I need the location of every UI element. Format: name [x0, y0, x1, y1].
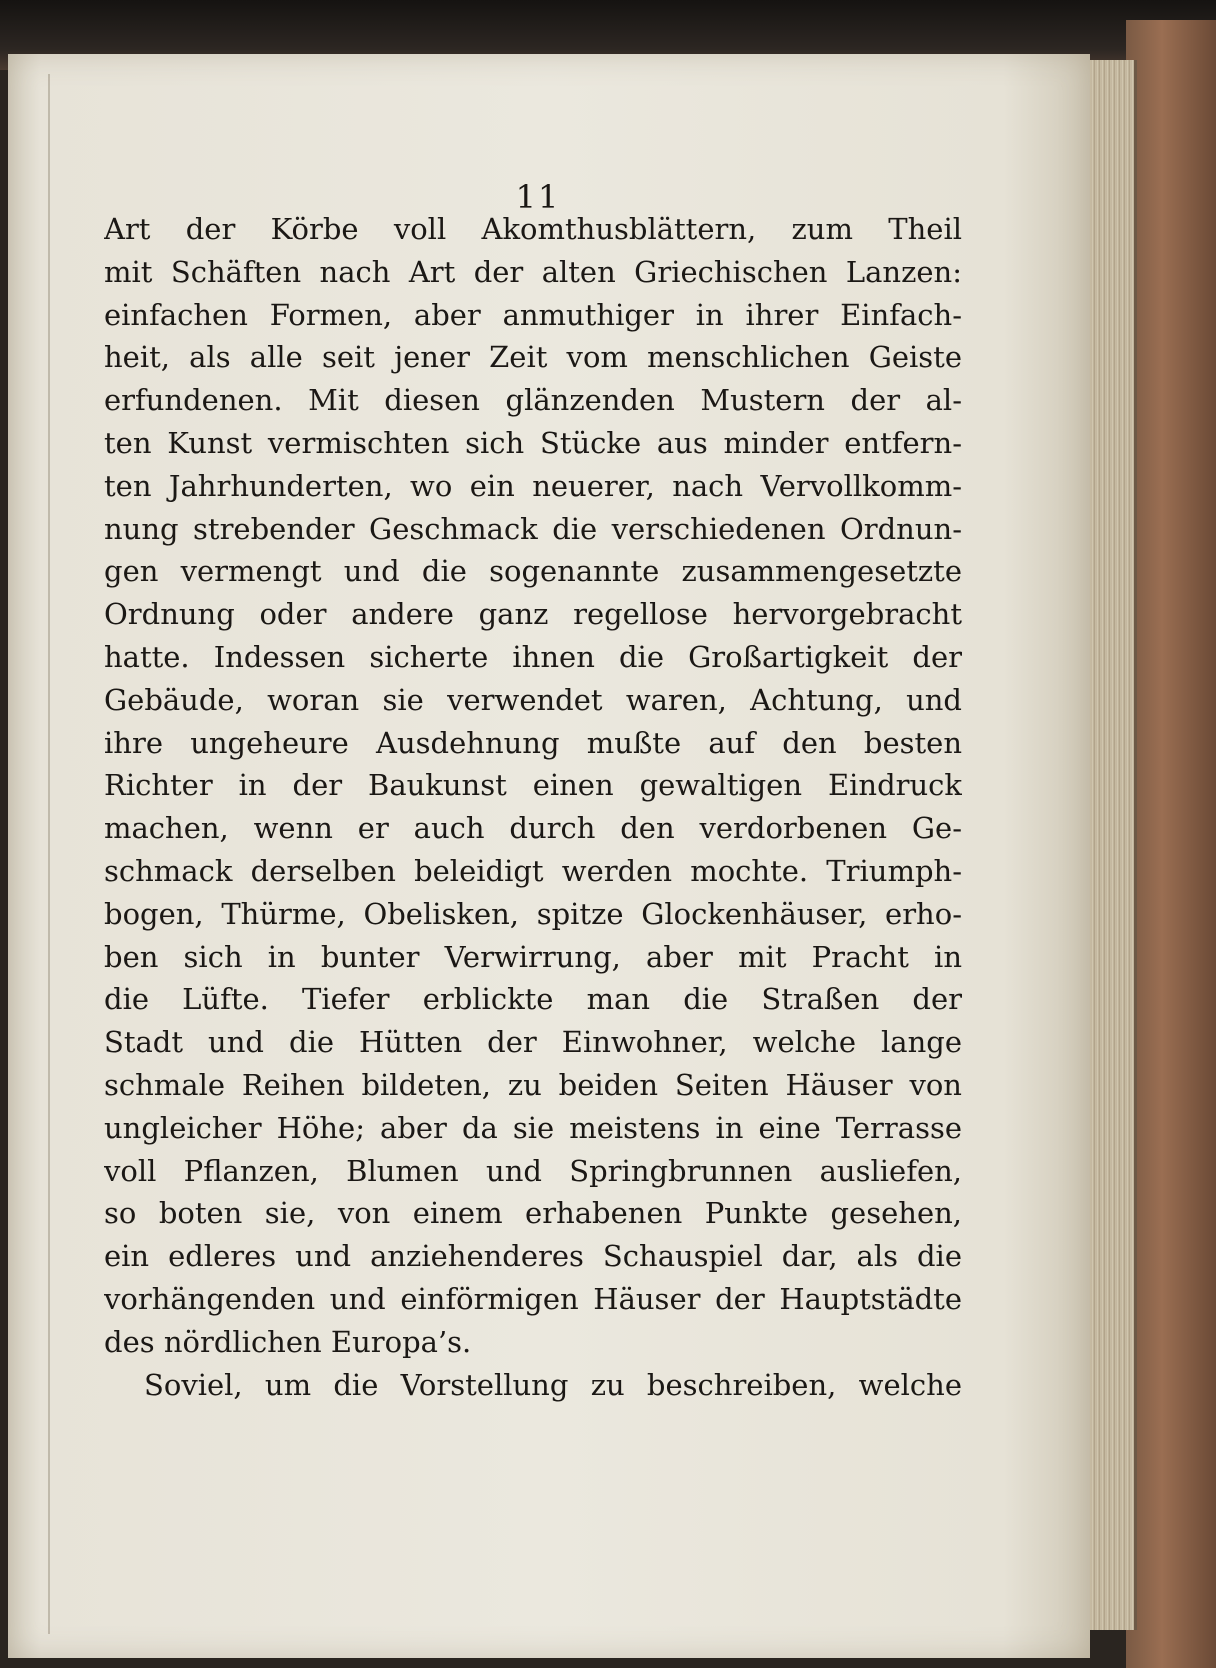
text-line: Stadt und die Hütten der Einwohner, welche lange — [104, 1025, 962, 1060]
text-line: Ordnung oder andere ganz regellose hervorgebracht — [104, 597, 962, 632]
text-line: mit Schäften nach Art der alten Griechischen Lanzen: — [104, 254, 962, 289]
text-line: machen, wenn er auch durch den verdorbenen Ge- — [104, 811, 962, 846]
text-line: nung strebender Geschmack die verschiedenen Ordnun- — [104, 511, 962, 546]
text-line: erfundenen. Mit diesen glänzenden Mustern der al- — [104, 383, 962, 418]
text-line: Richter in der Baukunst einen gewaltigen Eindruck — [104, 768, 962, 803]
text-line: einfachen Formen, aber anmuthiger in ihrer Einfach- — [104, 297, 962, 332]
text-line: vorhängenden und einförmigen Häuser der Hauptstädte — [104, 1281, 962, 1316]
text-line: heit, als alle seit jener Zeit vom menschlichen Geiste — [104, 340, 962, 375]
text-line: Gebäude, woran sie verwendet waren, Achtung, und — [104, 682, 962, 717]
text-line: die Lüfte. Tiefer erblickte man die Straßen der — [104, 982, 962, 1017]
page-number: 11 — [515, 178, 561, 216]
text-line: Art der Körbe voll Akomthusblättern, zum Theil — [104, 212, 962, 246]
text-line: schmale Reihen bildeten, zu beiden Seiten Häuser von — [104, 1067, 962, 1102]
body-text — [104, 208, 962, 1406]
text-line: des nördlichen Europa’s. — [104, 1324, 472, 1359]
gutter-line — [48, 74, 50, 1634]
page-edges — [1086, 60, 1137, 1630]
text-line: ten Jahrhunderten, wo ein neuerer, nach Vervollkomm- — [104, 468, 962, 503]
text-line: ten Kunst vermischten sich Stücke aus minder entfern- — [104, 425, 962, 460]
text-line: bogen, Thürme, Obelisken, spitze Glockenhäuser, erho- — [104, 896, 962, 931]
text-line: Soviel, um die Vorstellung zu beschreiben, welche — [144, 1367, 962, 1402]
text-line: ben sich in bunter Verwirrung, aber mit Pracht in — [104, 939, 962, 974]
text-line: gen vermengt und die sogenannte zusammengesetzte — [104, 554, 962, 589]
text-line: hatte. Indessen sicherte ihnen die Großartigkeit der — [104, 639, 962, 674]
text-line: schmack derselben beleidigt werden mochte. Triumph- — [104, 853, 962, 888]
text-line: so boten sie, von einem erhabenen Punkte gesehen, — [104, 1196, 962, 1231]
text-line: ihre ungeheure Ausdehnung mußte auf den besten — [104, 725, 962, 760]
book-cover-right — [1126, 20, 1216, 1668]
text-line: ein edleres und anziehenderes Schauspiel dar, als die — [104, 1239, 962, 1274]
text-line: ungleicher Höhe; aber da sie meistens in eine Terrasse — [104, 1110, 962, 1145]
text-line: voll Pflanzen, Blumen und Springbrunnen ausliefen, — [104, 1153, 962, 1188]
